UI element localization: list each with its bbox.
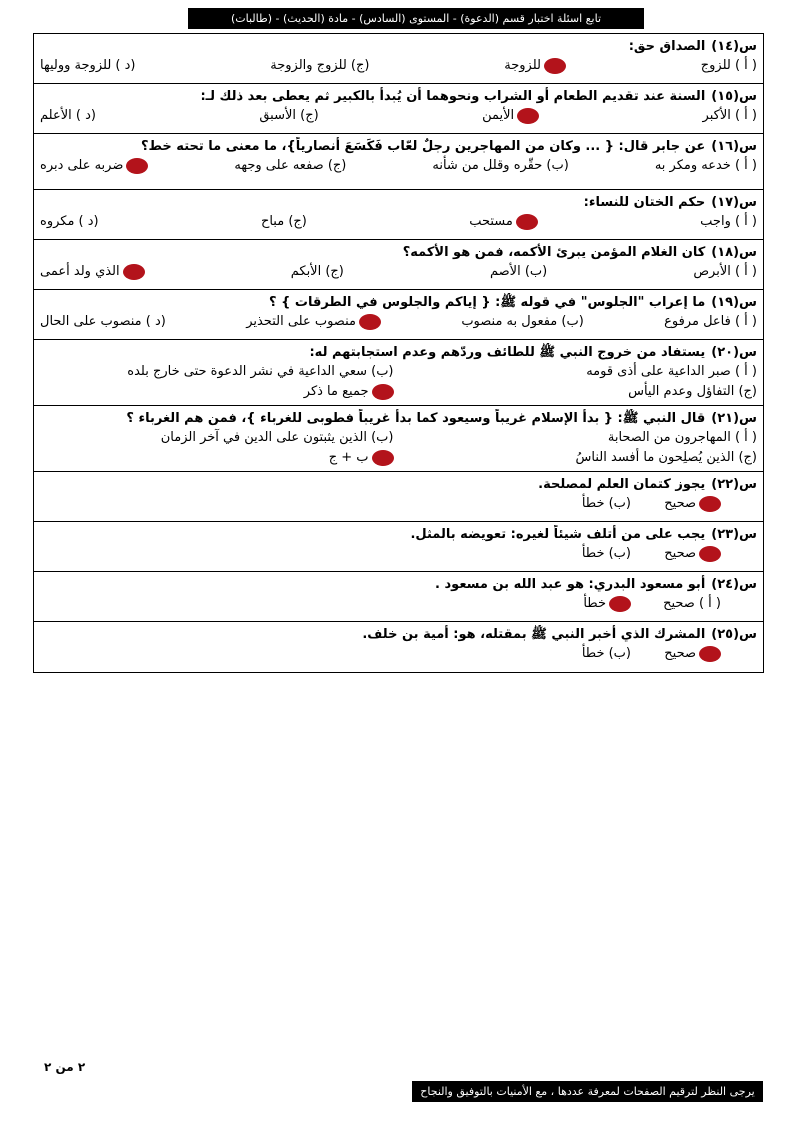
question-text: أبو مسعود البدري: هو عبد الله بن مسعود .: [435, 577, 706, 592]
answer-option-text: جميع ما ذكر: [303, 384, 369, 399]
answer-options: [40, 312, 757, 332]
answer-options: [40, 544, 757, 564]
question-row: [34, 240, 763, 290]
answer-option-text: ( أ ) الأكبر: [702, 108, 757, 123]
answer-option-text: منصوب على التحذير: [246, 314, 356, 329]
question-text: عن جابر قال: { ... وكان من المهاجرين رجلٌ لعّاب فَكَسَعَ أنصارياً}، ما معنى ما تحته خط؟: [140, 139, 706, 154]
answer-options: [40, 212, 757, 232]
question-text: المشرك الذي أخبر النبي ﷺ بمقتله، هو: أمية بن خلف.: [362, 627, 706, 642]
question-number: س(٢٤): [711, 577, 757, 592]
question-number: س(١٩): [711, 295, 757, 310]
page-number: ٢ من ٢: [44, 1060, 86, 1074]
answer-option-text: ( أ ) خدعه ومكر به: [654, 158, 757, 173]
questions-table: [33, 33, 764, 673]
selected-answer-mark: [372, 384, 394, 400]
answer-options: [40, 106, 757, 126]
answer-option-text: ( أ ) المهاجرون من الصحابة: [607, 430, 757, 445]
question-text: حكم الختان للنساء:: [583, 195, 706, 210]
answer-option[interactable]: [270, 56, 369, 76]
footer-note: يرجى النظر لترقيم الصفحات لمعرفة عددها ، مع الأمنيات بالتوفيق والنجاح: [412, 1081, 763, 1102]
answer-option[interactable]: [490, 262, 547, 282]
answer-options: [40, 56, 757, 76]
answer-option[interactable]: [404, 362, 758, 382]
answer-option-text: خطأ: [583, 596, 606, 611]
question-number: س(٢٢): [711, 477, 757, 492]
question-text: يستفاد من خروج النبي ﷺ للطائف وردّهم وعدم استجابتهم له:: [309, 345, 706, 360]
answer-option[interactable]: [664, 312, 757, 332]
answer-option[interactable]: [511, 544, 631, 564]
answer-option[interactable]: [404, 428, 758, 448]
question-stem: [40, 243, 757, 262]
question-stem: [40, 575, 757, 594]
answer-options: [40, 428, 757, 468]
question-stem: [40, 343, 757, 362]
answer-option[interactable]: [482, 106, 539, 126]
answer-options: [40, 362, 757, 402]
selected-answer-mark: [372, 450, 394, 466]
answer-option-text: (ب) حقّره وقلل من شأنه: [432, 158, 569, 173]
question-number: س(٢٥): [711, 627, 757, 642]
question-text: كان الغلام المؤمن يبرئ الأكمه، فمن هو الأكمه؟: [402, 245, 706, 260]
answer-options: [40, 594, 757, 614]
answer-option[interactable]: [631, 544, 721, 564]
answer-option-text: (ج) الذين يُصلِحون ما أفسد الناسُ: [575, 450, 757, 465]
answer-option[interactable]: [631, 594, 721, 614]
answer-option-text: (د ) منصوب على الحال: [40, 314, 166, 329]
answer-option-text: (ج) للزوج والزوجة: [270, 58, 370, 73]
answer-option[interactable]: [261, 212, 307, 232]
question-number: س(٢٠): [711, 345, 757, 360]
question-stem: [40, 37, 757, 56]
selected-answer-mark: [516, 214, 538, 230]
answer-option[interactable]: [40, 448, 394, 468]
selected-answer-mark: [123, 264, 145, 280]
answer-option[interactable]: [40, 428, 394, 448]
question-stem: [40, 293, 757, 312]
answer-option-text: صحيح: [664, 546, 696, 561]
answer-option-text: ضربه على دبره: [40, 158, 124, 173]
question-stem: [40, 625, 757, 644]
question-number: س(١٥): [711, 89, 757, 104]
answer-option-text: الذي ولد أعمى: [40, 264, 120, 279]
answer-option[interactable]: [291, 262, 344, 282]
selected-answer-mark: [699, 496, 721, 512]
question-number: س(١٨): [711, 245, 757, 260]
question-text: يجب على من أتلف شيئاً لغيره: تعويضه بالمثل.: [410, 527, 706, 542]
question-text: السنة عند تقديم الطعام أو الشراب ونحوهما أن يُبدأ بالكبير ثم يعطى بعد ذلك لـ:: [200, 89, 706, 104]
answer-options: [40, 156, 757, 176]
question-number: س(١٦): [711, 139, 757, 154]
answer-option[interactable]: [511, 644, 631, 664]
question-text: ما إعراب "الجلوس" في قوله ﷺ: { إياكم والجلوس في الطرقات } ؟: [269, 295, 706, 310]
question-row: [34, 34, 763, 84]
selected-answer-mark: [699, 646, 721, 662]
answer-option-text: (ب) خطأ: [581, 496, 631, 511]
answer-option-text: الأيمن: [482, 108, 515, 123]
question-row: [34, 622, 763, 672]
answer-option-text: (د ) الأعلم: [40, 108, 96, 123]
answer-option[interactable]: [40, 382, 394, 402]
answer-option[interactable]: [246, 312, 381, 332]
question-row: [34, 290, 763, 340]
answer-option-text: (د ) مكروه: [40, 214, 99, 229]
answer-option-text: (ج) التفاؤل وعدم اليأس: [628, 384, 757, 399]
answer-option[interactable]: [511, 494, 631, 514]
answer-options: [40, 644, 757, 664]
answer-option-text: ( أ ) الأبرص: [693, 264, 757, 279]
answer-option-text: (ج) مباح: [260, 214, 307, 229]
question-row: [34, 134, 763, 190]
answer-option[interactable]: [511, 594, 631, 614]
answer-option[interactable]: [404, 448, 758, 468]
selected-answer-mark: [517, 108, 539, 124]
answer-option[interactable]: [631, 644, 721, 664]
question-text: يجوز كتمان العلم لمصلحة.: [538, 477, 706, 492]
answer-option[interactable]: [432, 156, 568, 176]
selected-answer-mark: [359, 314, 381, 330]
answer-option-text: ( أ ) فاعل مرفوع: [664, 314, 757, 329]
question-row: [34, 190, 763, 240]
answer-option[interactable]: [469, 212, 538, 232]
question-stem: [40, 87, 757, 106]
answer-options: [40, 262, 757, 282]
question-row: [34, 572, 763, 622]
question-stem: [40, 409, 757, 428]
answer-options: [40, 494, 757, 514]
question-number: س(١٧): [711, 195, 757, 210]
selected-answer-mark: [126, 158, 148, 174]
answer-option-text: ( أ ) للزوج: [700, 58, 757, 73]
answer-option-text: ( أ ) صحيح: [663, 596, 721, 611]
answer-option[interactable]: [40, 262, 145, 282]
answer-option[interactable]: [461, 312, 583, 332]
question-row: [34, 340, 763, 406]
question-row: [34, 406, 763, 472]
answer-option[interactable]: [404, 382, 758, 402]
answer-option-text: ( أ ) صبر الداعية على أذى قومه: [586, 364, 757, 379]
selected-answer-mark: [699, 546, 721, 562]
answer-option-text: (ج) صفعه على وجهه: [234, 158, 347, 173]
answer-option-text: ( أ ) واجب: [700, 214, 757, 229]
question-number: س(٢١): [711, 411, 757, 426]
answer-option[interactable]: [693, 262, 757, 282]
question-stem: [40, 137, 757, 156]
answer-option[interactable]: [40, 312, 166, 332]
question-stem: [40, 193, 757, 212]
question-stem: [40, 475, 757, 494]
answer-option-text: صحيح: [664, 496, 696, 511]
answer-option-text: (ب) الذين يثبتون على الدين في آخر الزمان: [160, 430, 394, 445]
answer-option[interactable]: [40, 212, 99, 232]
question-number: س(١٤): [711, 39, 757, 54]
answer-option[interactable]: [40, 362, 394, 382]
question-text: الصداق حق:: [628, 39, 706, 54]
answer-option[interactable]: [703, 106, 757, 126]
answer-option-text: للزوجة: [504, 58, 541, 73]
question-stem: [40, 525, 757, 544]
question-row: [34, 522, 763, 572]
answer-option-text: (ب) خطأ: [581, 546, 631, 561]
answer-option-text: صحيح: [664, 646, 696, 661]
answer-option-text: (ب) خطأ: [581, 646, 631, 661]
answer-option[interactable]: [504, 56, 566, 76]
question-row: [34, 84, 763, 134]
answer-option[interactable]: [701, 56, 757, 76]
question-row: [34, 472, 763, 522]
answer-option[interactable]: [40, 106, 96, 126]
answer-option-text: مستحب: [469, 214, 513, 229]
exam-header: تابع اسئلة اختبار قسم (الدعوة) - المستوى (السادس) - مادة (الحديث) - (طالبات): [188, 8, 644, 29]
answer-option-text: (د ) للزوجة ووليها: [40, 58, 136, 73]
answer-option[interactable]: [259, 106, 318, 126]
answer-option-text: (ج) الأبكم: [290, 264, 344, 279]
answer-option[interactable]: [700, 212, 757, 232]
answer-option[interactable]: [40, 156, 148, 176]
answer-option[interactable]: [234, 156, 346, 176]
question-number: س(٢٣): [711, 527, 757, 542]
question-text: قال النبي ﷺ: { بدأ الإسلام غريباً وسيعود كما بدأ غريباً فطوبى للغرباء }، فمن هم الغرباء ؟: [126, 411, 706, 426]
selected-answer-mark: [609, 596, 631, 612]
answer-option[interactable]: [631, 494, 721, 514]
answer-option-text: (ب) الأصم: [489, 264, 548, 279]
answer-option[interactable]: [40, 56, 135, 76]
answer-option-text: (ب) مفعول به منصوب: [461, 314, 584, 329]
answer-option[interactable]: [655, 156, 757, 176]
selected-answer-mark: [544, 58, 566, 74]
answer-option-text: ب + ج: [328, 450, 369, 465]
answer-option-text: (ج) الأسبق: [259, 108, 319, 123]
answer-option-text: (ب) سعي الداعية في نشر الدعوة حتى خارج بلده: [127, 364, 394, 379]
